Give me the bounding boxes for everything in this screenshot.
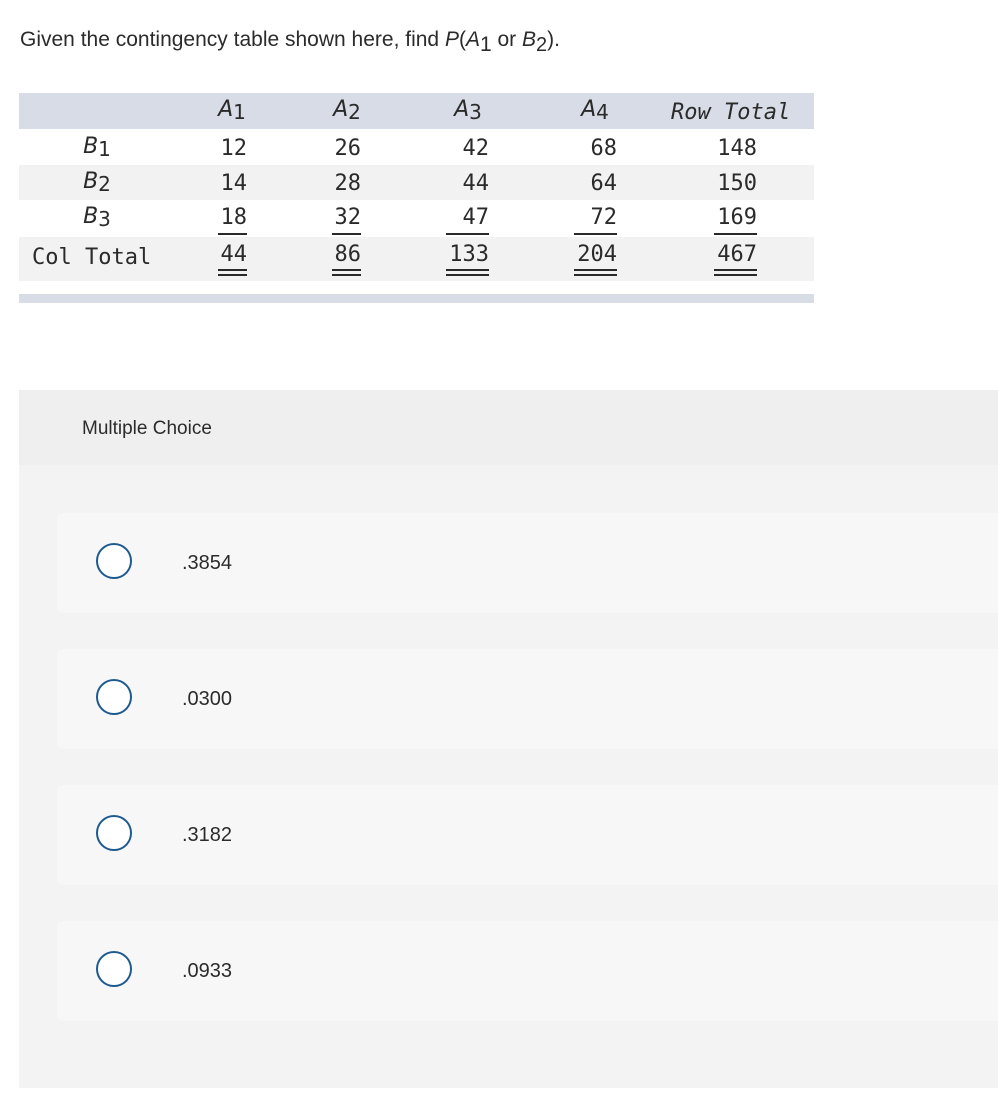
- option-2-label: .0300: [182, 688, 233, 710]
- question-or: or: [491, 28, 522, 51]
- row-header-b2: B2: [83, 169, 111, 196]
- multiple-choice-header: [19, 390, 998, 465]
- question-b-letter: B: [522, 28, 537, 51]
- radio-button-3[interactable]: [96, 815, 132, 851]
- radio-button-1[interactable]: [96, 543, 132, 579]
- double-line-a2-top: [332, 269, 361, 271]
- double-line-a3-top: [446, 269, 489, 271]
- col-header-a4: A4: [581, 97, 609, 124]
- option-4-label: .0933: [182, 960, 233, 982]
- option-1[interactable]: [57, 513, 998, 613]
- sum-line-a4: [574, 233, 617, 235]
- row-header-b3: B3: [83, 204, 111, 231]
- question-open-paren: (: [458, 28, 466, 51]
- col-header-a3: A3: [454, 97, 482, 124]
- cell-b2-a3: 44: [462, 171, 489, 196]
- double-line-a1-bottom: [218, 274, 247, 276]
- cell-b1-a1: 12: [220, 136, 247, 161]
- question-prefix: Given the contingency table shown here, find: [20, 28, 445, 51]
- question-a-sub: 1: [479, 33, 492, 56]
- option-3[interactable]: [57, 785, 998, 885]
- cell-b2-a4: 64: [590, 171, 617, 196]
- double-line-total-bottom: [714, 274, 757, 276]
- question-close: ).: [547, 28, 560, 51]
- option-3-label: .3182: [182, 824, 233, 846]
- radio-button-4[interactable]: [96, 951, 132, 987]
- table-footer-band: [19, 294, 814, 303]
- col-total-a3: 133: [449, 242, 489, 267]
- cell-b2-a2: 28: [334, 171, 361, 196]
- col-total-label: Col Total: [32, 245, 152, 270]
- cell-b2-a1: 14: [220, 171, 247, 196]
- question-p: P: [444, 28, 459, 51]
- col-header-a1: A1: [218, 97, 246, 124]
- cell-b3-a4: 72: [590, 205, 617, 230]
- cell-b1-total: 148: [717, 136, 757, 161]
- col-total-a2: 86: [334, 242, 361, 267]
- table-stripe-row-2: [19, 165, 814, 200]
- col-header-a2: A2: [333, 97, 361, 124]
- question-text: [20, 28, 560, 56]
- double-line-a1-top: [218, 269, 247, 271]
- double-line-a4-top: [574, 269, 617, 271]
- cell-b1-a2: 26: [334, 136, 361, 161]
- question-a-letter: A: [465, 28, 480, 51]
- cell-b1-a4: 68: [590, 136, 617, 161]
- cell-b3-total: 169: [717, 205, 757, 230]
- sum-line-a2: [332, 233, 361, 235]
- sum-line-a3: [446, 233, 489, 235]
- double-line-total-top: [714, 269, 757, 271]
- option-2[interactable]: [57, 649, 998, 749]
- col-total-a4: 204: [577, 242, 617, 267]
- sum-line-a1: [218, 233, 247, 235]
- double-line-a2-bottom: [332, 274, 361, 276]
- radio-button-2[interactable]: [96, 679, 132, 715]
- cell-b2-total: 150: [717, 171, 757, 196]
- sum-line-total: [714, 233, 757, 235]
- row-total-header: Row Total: [671, 100, 791, 125]
- double-line-a3-bottom: [446, 274, 489, 276]
- cell-b3-a3: 47: [462, 205, 489, 230]
- cell-b3-a2: 32: [334, 205, 361, 230]
- multiple-choice-title: Multiple Choice: [82, 418, 212, 439]
- question-b-sub: 2: [536, 34, 548, 56]
- multiple-choice-panel: [19, 390, 998, 1088]
- option-4[interactable]: [57, 921, 998, 1021]
- double-line-a4-bottom: [574, 274, 617, 276]
- cell-b1-a3: 42: [462, 136, 489, 161]
- grand-total: 467: [717, 242, 757, 267]
- row-header-b1: B1: [83, 134, 111, 161]
- col-total-a1: 44: [220, 242, 247, 267]
- option-1-label: .3854: [182, 552, 233, 574]
- cell-b3-a1: 18: [220, 205, 247, 230]
